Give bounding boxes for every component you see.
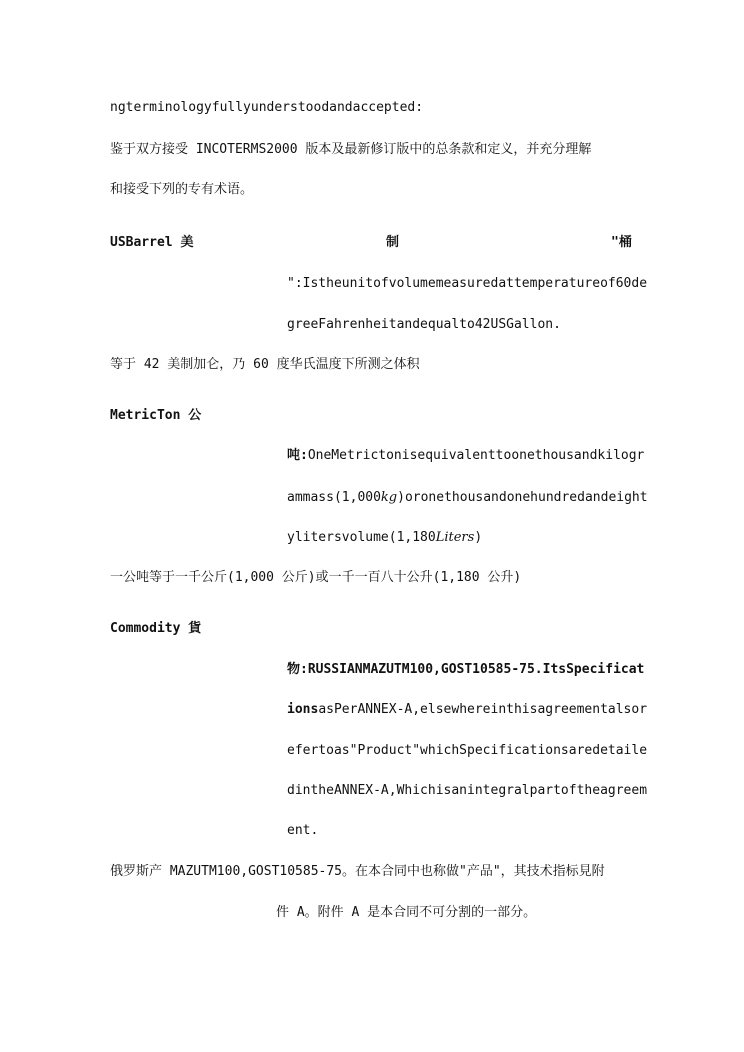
commodity-def-text-2: asPerANNEX-A,elsewhereinthisagreementalsor [318, 702, 648, 717]
ton-def-line-3 [287, 530, 482, 546]
ton-def-text-3b: ) [474, 530, 483, 545]
commodity-def-line-5: ent. [287, 823, 319, 838]
commodity-term: Commodity 貨 [110, 621, 202, 636]
ton-def-text-1: OneMetrictonisequivalenttoonethousandkilogr [307, 448, 645, 463]
commodity-def-line-3: efertoas"Product"whichSpecificationsaredetaile [287, 743, 648, 758]
intro-line-2: 鉴于双方接受 INCOTERMS2000 版本及最新修订版中的总条款和定义，并充分理解 [110, 142, 592, 157]
barrel-zh: 等于 42 美制加仑，乃 60 度华氏温度下所测之体积 [110, 357, 420, 372]
barrel-def-line-2: greeFahrenheitandequalto42USGallon. [287, 317, 561, 332]
intro-line-1: ngterminologyfullyunderstoodandaccepted: [110, 100, 424, 115]
barrel-def-line-1: ":Istheunitofvolumemeasuredattemperatureof60de [287, 276, 648, 291]
ton-def-text-2a: ammass(1,000 [287, 490, 381, 505]
ton-def-line-2 [287, 490, 648, 506]
barrel-term-mid: 制 [386, 235, 400, 250]
ton-def-line-1 [287, 448, 644, 464]
ton-def-unit-kg: kg [380, 490, 398, 505]
commodity-def-line-2 [287, 702, 647, 718]
ton-def-text-2b: )oronethousandonehundredandeight [397, 490, 648, 505]
ton-def-text-3a: ylitersvolume(1,180 [287, 530, 436, 545]
ton-zh: 一公吨等于一千公斤(1,000 公斤)或一千一百八十公升(1,180 公升) [110, 570, 522, 585]
intro-line-3: 和接受下列的专有术语。 [110, 182, 254, 197]
ton-term: MetricTon 公 [110, 408, 202, 423]
ton-def-unit-liters: Liters [435, 530, 475, 545]
commodity-zh-line-2: 件 A。附件 A 是本合同不可分割的一部分。 [276, 905, 537, 920]
barrel-term-right: "桶 [611, 235, 632, 250]
barrel-term: USBarrel 美 [110, 235, 194, 250]
commodity-zh-line-1: 俄罗斯产 MAZUTM100,GOST10585-75。在本合同中也称做"产品"，其技术指标見附 [110, 864, 605, 879]
commodity-def-line-1: 物:RUSSIANMAZUTM100,GOST10585-75.ItsSpecificat [287, 662, 645, 677]
commodity-def-bold-2: ions [287, 702, 319, 717]
commodity-def-line-4: dintheANNEX-A,Whichisanintegralpartoftheagreem [287, 783, 648, 798]
ton-def-bold: 吨: [287, 448, 308, 463]
